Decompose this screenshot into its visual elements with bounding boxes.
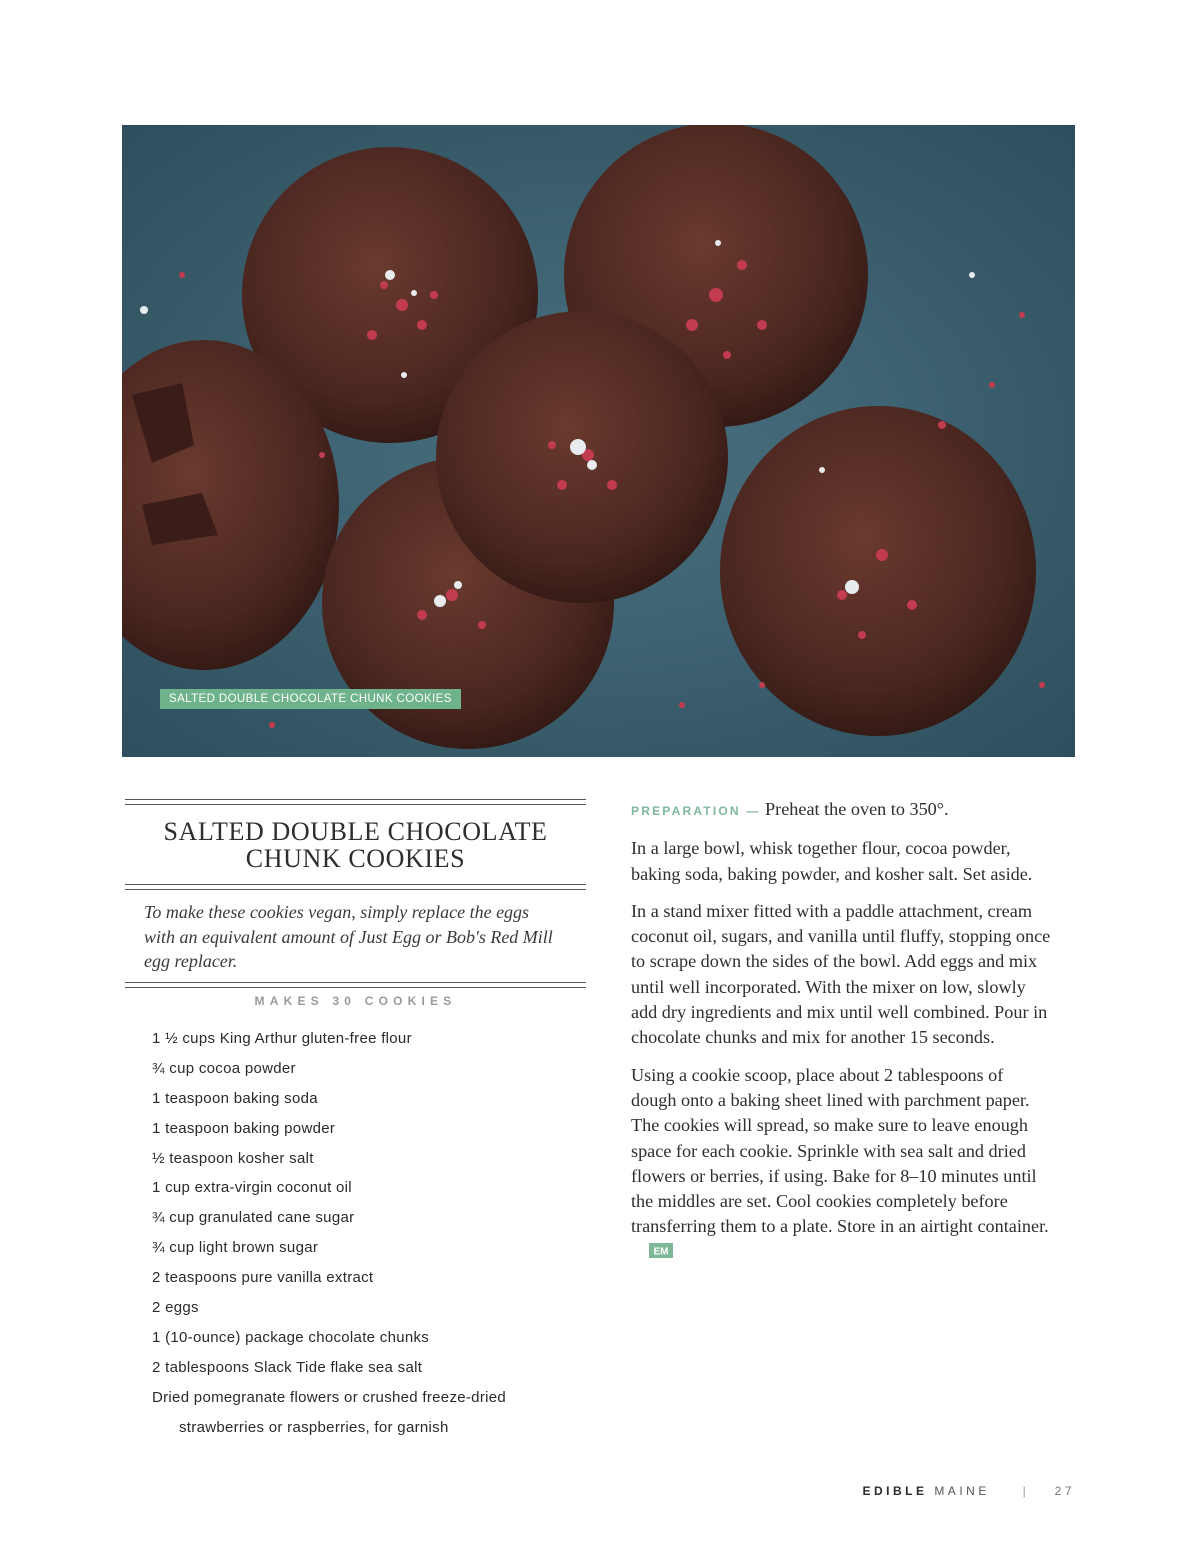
preparation-step: In a large bowl, whisk together flour, cocoa powder, baking soda, baking powder, and kosher salt. Set aside. — [631, 838, 1033, 884]
ingredient-item: 1 cup extra-virgin coconut oil — [152, 1179, 352, 1197]
title-bottom-rule — [125, 884, 586, 890]
recipe-title — [125, 818, 586, 872]
ingredient-item: 1 (10-ounce) package chocolate chunks — [152, 1328, 430, 1346]
yield-label: MAKES 30 COOKIES — [254, 994, 457, 1008]
preparation-label: PREPARATION — — [631, 804, 761, 818]
recipe-title-line-2: CHUNK COOKIES — [245, 844, 466, 873]
preparation-step-final — [631, 1063, 1051, 1265]
edible-maine-end-mark-icon — [649, 1243, 673, 1258]
magazine-name-bold: EDIBLE — [862, 1484, 928, 1498]
preparation-lead: Preheat the oven to 350°. — [765, 799, 949, 819]
footer-separator: | — [1022, 1484, 1026, 1498]
end-mark-text: EM — [653, 1246, 669, 1258]
preparation-step: In a stand mixer fitted with a paddle attachment, cream coconut oil, sugars, and vanilla until fluffy, stopping once to scrape down the sides of the bowl. Add eggs and mix until well incorporated. With the mixer on low, slowly add dry ingredients and mix until well combined. Pour in chocolate chunks and mix for another 15 seconds. — [631, 900, 1051, 1048]
preparation-intro — [631, 797, 1051, 824]
photo-caption: SALTED DOUBLE CHOCOLATE CHUNK COOKIES — [160, 689, 461, 709]
ingredient-item: ¾ cup cocoa powder — [152, 1059, 296, 1077]
ingredient-item: Dried pomegranate flowers or crushed freeze-dried — [152, 1388, 507, 1406]
page-number: 27 — [1054, 1484, 1075, 1498]
intro-bottom-rule — [125, 982, 586, 988]
ingredient-item: 2 tablespoons Slack Tide flake sea salt — [152, 1358, 423, 1376]
title-top-rule — [125, 799, 586, 805]
ingredient-item: 1 ½ cups King Arthur gluten-free flour — [152, 1030, 412, 1047]
preparation-column — [631, 797, 1051, 1277]
ingredient-item-continued: strawberries or raspberries, for garnish — [179, 1418, 449, 1436]
ingredient-list — [152, 1027, 592, 1445]
page-footer — [862, 1484, 1075, 1498]
ingredient-item: ¾ cup light brown sugar — [152, 1239, 319, 1257]
ingredient-item: ½ teaspoon kosher salt — [152, 1149, 314, 1167]
ingredient-item: 2 eggs — [152, 1299, 199, 1317]
preparation-step: Using a cookie scoop, place about 2 tablespoons of dough onto a baking sheet lined with parchment paper. The cookies will spread, so make sure to leave enough space for each cookie. Sprinkle with sea salt and dried flowers or berries, if using. Bake for 8–10 minutes until the middles are set. Cool cookies completely before transferring them to a plate. Store in an airtight container. — [631, 1064, 1049, 1237]
cookies-illustration — [122, 125, 1075, 757]
ingredient-item: 2 teaspoons pure vanilla extract — [152, 1269, 374, 1287]
magazine-name-light: MAINE — [934, 1484, 990, 1498]
cookie-bottom-right — [720, 406, 1036, 736]
recipe-intro: To make these cookies vegan, simply replace the eggs with an equivalent amount of Just Egg or Bob's Red Mill egg replacer. — [144, 902, 553, 971]
recipe-title-line-1: SALTED DOUBLE CHOCOLATE — [163, 817, 548, 846]
ingredient-item: ¾ cup granulated cane sugar — [152, 1209, 355, 1227]
ingredient-item: 1 teaspoon baking soda — [152, 1089, 318, 1107]
cookie-center — [436, 311, 728, 603]
ingredient-item: 1 teaspoon baking powder — [152, 1119, 336, 1137]
recipe-photo — [122, 125, 1075, 757]
